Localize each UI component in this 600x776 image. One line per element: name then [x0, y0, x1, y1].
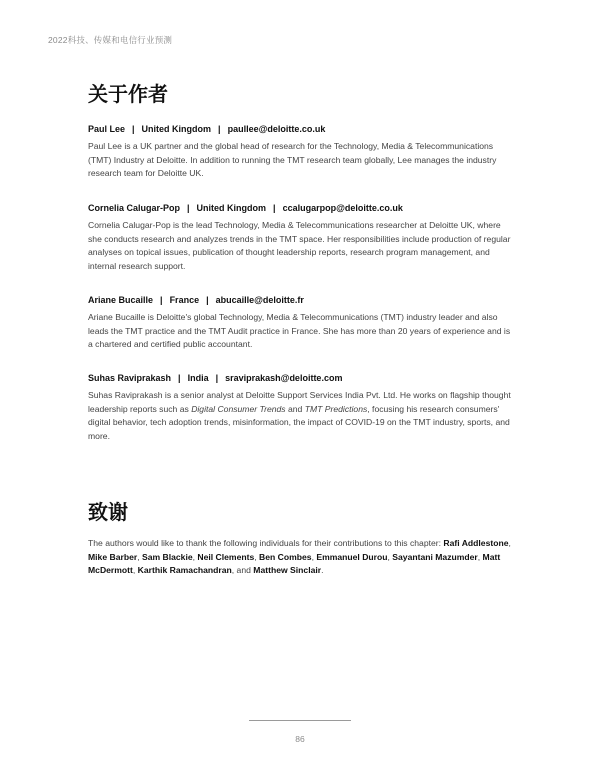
- about-authors-heading: 关于作者: [88, 84, 168, 106]
- author-email[interactable]: sraviprakash@deloitte.com: [225, 373, 343, 383]
- separator: |: [132, 124, 135, 134]
- ack-intro: The authors would like to thank the following individuals for their contributions to this chapter:: [88, 538, 444, 548]
- contributor-name: Neil Clements: [197, 551, 255, 562]
- ack-comma: ,: [311, 551, 317, 562]
- separator: |: [206, 295, 209, 305]
- author-name: Paul Lee: [88, 124, 126, 134]
- author-name: Ariane Bucaille: [88, 295, 154, 305]
- author-block: [88, 295, 514, 352]
- bio-text: Suhas Raviprakash is a senior analyst at Deloitte Support Services India Pvt. Ltd. He works on flagship thought leadership reports such as: [88, 390, 511, 414]
- separator: |: [187, 203, 190, 213]
- separator: |: [218, 124, 221, 134]
- author-bio: Cornelia Calugar-Pop is the lead Technology, Media & Telecommunications researcher at Deloitte UK, where she conducts research and analyzes trends in the TMT space. Her responsibilities include production of regular analyses on topical issues, publication of thought leadership reports, research program management, and internal research support.: [88, 220, 511, 271]
- contributor-name: Ben Combes: [259, 551, 312, 562]
- ack-end: .: [321, 565, 324, 575]
- acknowledgments-heading: 致谢: [88, 502, 128, 524]
- ack-comma: ,: [254, 551, 260, 562]
- separator: |: [178, 373, 181, 383]
- author-country: France: [169, 295, 200, 305]
- author-email[interactable]: ccalugarpop@deloitte.co.uk: [282, 203, 403, 213]
- ack-comma: ,: [132, 565, 138, 575]
- author-block: [88, 373, 514, 443]
- contributor-name: Matt McDermott: [88, 551, 501, 575]
- contributor-name: Emmanuel Durou: [316, 551, 388, 562]
- author-name: Cornelia Calugar-Pop: [88, 203, 181, 213]
- author-header: [88, 124, 514, 134]
- contributor-name: Sayantani Mazumder: [392, 551, 478, 562]
- author-header: [88, 295, 514, 305]
- author-bio: Ariane Bucaille is Deloitte's global Technology, Media & Telecommunications (TMT) industry leader and also leads the TMT practice and the TMT Audit practice in France. She has more than 20 years of experience and is a chartered and certified public accountant.: [88, 312, 511, 349]
- running-header: 2022科技、传媒和电信行业预测: [48, 35, 173, 45]
- ack-comma: ,: [508, 538, 511, 548]
- contributor-name: Mike Barber: [88, 551, 138, 562]
- contributor-name: Rafi Addlestone: [443, 538, 509, 548]
- author-country: India: [187, 373, 209, 383]
- separator: |: [273, 203, 276, 213]
- ack-and: , and: [231, 565, 254, 575]
- ack-comma: ,: [477, 551, 483, 562]
- ack-comma: ,: [387, 551, 393, 562]
- contributor-name: Karthik Ramachandran: [137, 565, 232, 575]
- author-bio: Paul Lee is a UK partner and the global head of research for the Technology, Media & Telecommunications (TMT) Industry at Deloitte. In addition to running the TMT research team globally, Lee manages the industry research team for Deloitte UK.: [88, 141, 497, 178]
- author-name: Suhas Raviprakash: [88, 373, 172, 383]
- author-header: [88, 373, 514, 383]
- ack-comma: ,: [192, 551, 198, 562]
- separator: |: [215, 373, 219, 383]
- author-header: [88, 203, 514, 213]
- author-email[interactable]: abucaille@deloitte.fr: [215, 295, 304, 305]
- separator: |: [160, 295, 163, 305]
- author-block: [88, 203, 514, 273]
- contributor-name: Matthew Sinclair: [253, 565, 322, 575]
- bio-text: , focusing his research consumers' digital behavior, tech adoption trends, misinformation, the impact of COVID-19 on the TMT industry, sports, and more.: [88, 403, 510, 441]
- author-bio: [88, 389, 514, 443]
- author-block: [88, 124, 514, 181]
- author-email[interactable]: paullee@deloitte.co.uk: [227, 124, 326, 134]
- ack-comma: ,: [137, 551, 142, 562]
- report-title: Digital Consumer Trends: [191, 403, 286, 414]
- author-country: United Kingdom: [141, 124, 212, 134]
- acknowledgments-text: [88, 537, 514, 578]
- contributor-name: Sam Blackie: [141, 551, 193, 562]
- footer-divider: [249, 720, 351, 721]
- author-country: United Kingdom: [196, 203, 267, 213]
- page-number: 86: [295, 734, 305, 744]
- bio-text: and: [285, 403, 305, 414]
- report-title: TMT Predictions: [304, 403, 368, 414]
